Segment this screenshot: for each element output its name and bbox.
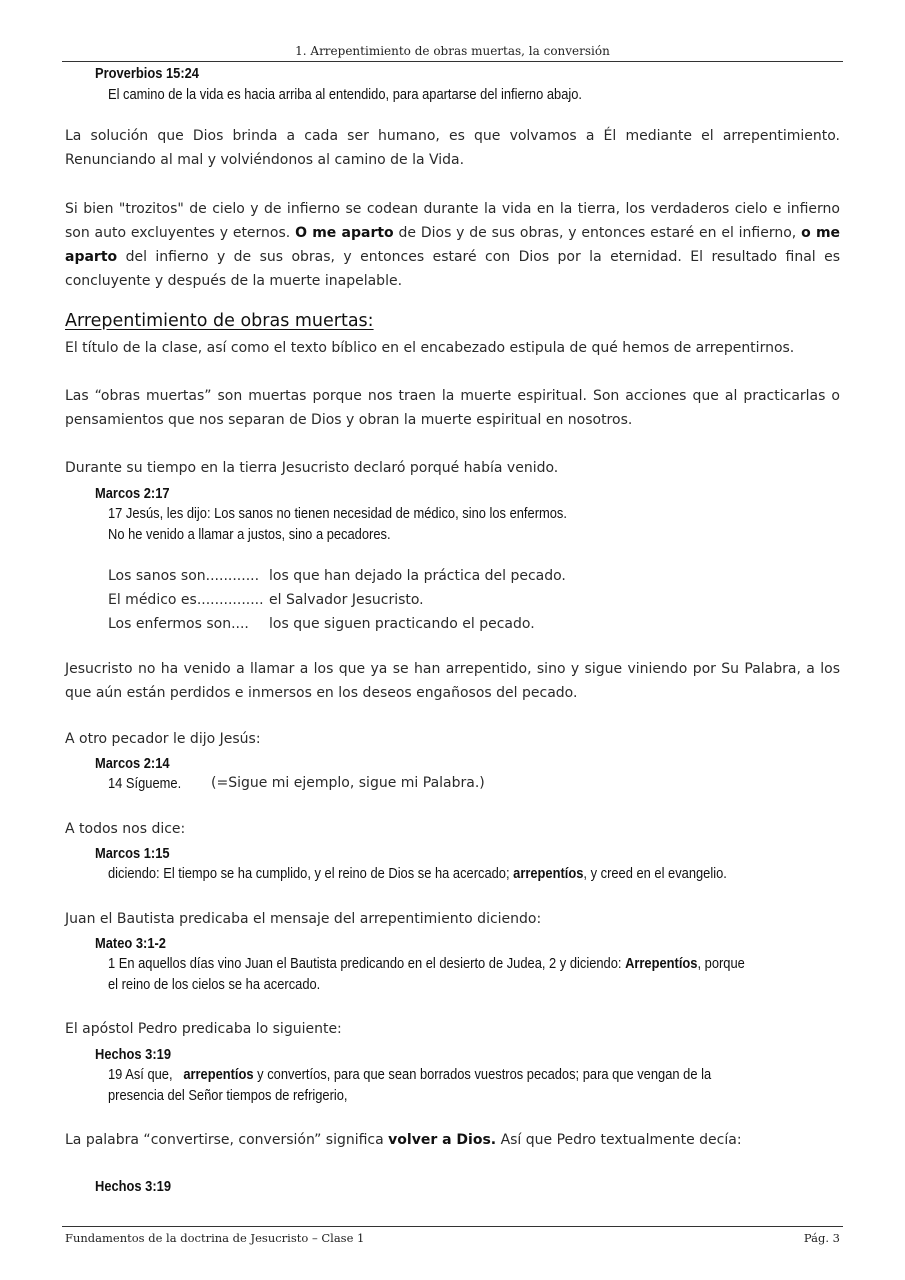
text-span: 19 Así que, — [108, 1066, 173, 1083]
bold-text: volver a Dios. — [388, 1132, 497, 1148]
text-span: del infierno y de sus obras, y entonces estaré con Dios por la eternidad. El resultado final es concluyente y después de la muerte inapelable. — [65, 249, 840, 289]
verse-text — [108, 863, 727, 884]
text-span: diciendo: El tiempo se ha cumplido, y el reino de Dios se ha acercado; — [108, 865, 510, 882]
verse-reference: Hechos 3:19 — [95, 1178, 172, 1195]
verse-note: (=Sigue mi ejemplo, sigue mi Palabra.) — [211, 775, 485, 791]
definition-desc: los que siguen practicando el pecado. — [269, 616, 535, 632]
text-span: de Dios y de sus obras, y entonces estaré en el infierno, — [398, 225, 797, 241]
section-heading-text: Arrepentimiento de obras muertas: — [65, 311, 374, 331]
paragraph: El título de la clase, así como el texto bíblico en el encabezado estipula de qué hemos de arrepentirnos. — [65, 340, 795, 356]
paragraph: Las “obras muertas” son muertas porque nos traen la muerte espiritual. Son acciones que al practicarlas o pensamientos que nos separan de Dios y obran la muerte espiritual en nosotros. — [65, 388, 840, 428]
running-header: 1. Arrepentimiento de obras muertas, la conversión — [295, 44, 610, 58]
paragraph: La solución que Dios brinda a cada ser humano, es que volvamos a Él mediante el arrepentimiento. Renunciando al mal y volviéndonos al camino de la Vida. — [65, 128, 840, 168]
paragraph: A otro pecador le dijo Jesús: — [65, 731, 261, 747]
paragraph: Durante su tiempo en la tierra Jesucristo declaró porqué había venido. — [65, 460, 559, 476]
text-span: y convertíos, para que sean borrados vuestros pecados; para que vengan de la — [257, 1066, 712, 1083]
text-span: , porque — [697, 955, 745, 972]
verse-text: presencia del Señor tiempos de refrigerio, — [108, 1087, 348, 1104]
verse-text: el reino de los cielos se ha acercado. — [108, 976, 321, 993]
verse-text: 14 Sígueme. — [108, 775, 182, 792]
text-span: , y creed en el evangelio. — [583, 865, 727, 882]
verse-reference: Marcos 1:15 — [95, 845, 170, 862]
definition-desc: el Salvador Jesucristo. — [269, 592, 424, 608]
definition-desc: los que han dejado la práctica del pecado. — [269, 568, 566, 584]
bold-text: arrepentíos — [183, 1066, 254, 1083]
paragraph — [65, 197, 840, 293]
bold-text: arrepentíos — [513, 865, 584, 882]
verse-text — [108, 1064, 711, 1085]
paragraph: El apóstol Pedro predicaba lo siguiente: — [65, 1021, 342, 1037]
section-heading — [65, 309, 374, 333]
page-number: Pág. 3 — [803, 1231, 840, 1245]
bold-text: o me aparto — [65, 225, 841, 265]
verse-reference: Proverbios 15:24 — [95, 65, 199, 82]
paragraph: A todos nos dice: — [65, 821, 186, 837]
text-span: Así que Pedro textualmente decía: — [500, 1132, 742, 1148]
paragraph: Jesucristo no ha venido a llamar a los que ya se han arrepentido, sino y sigue viniendo por Su Palabra, a los que aún están perdidos e inmersos en los deseos engañosos del pecado. — [65, 661, 840, 701]
verse-reference: Mateo 3:1-2 — [95, 935, 166, 952]
verse-text — [108, 953, 745, 974]
verse-reference: Marcos 2:14 — [95, 755, 170, 772]
footer-course-title: Fundamentos de la doctrina de Jesucristo – Clase 1 — [65, 1231, 365, 1245]
definition-term: Los sanos son............ — [108, 568, 260, 584]
text-span: 1 En aquellos días vino Juan el Bautista predicando en el desierto de Judea, 2 y diciendo: — [108, 955, 622, 972]
verse-reference: Hechos 3:19 — [95, 1046, 172, 1063]
paragraph: Juan el Bautista predicaba el mensaje del arrepentimiento diciendo: — [65, 911, 542, 927]
paragraph — [65, 1128, 840, 1152]
bold-text: O me aparto — [295, 225, 394, 241]
text-span: La palabra “convertirse, conversión” significa — [65, 1132, 384, 1148]
verse-text: No he venido a llamar a justos, sino a pecadores. — [108, 526, 391, 543]
definition-term: Los enfermos son.... — [108, 616, 249, 632]
footer-rule — [62, 1226, 843, 1227]
verse-reference: Marcos 2:17 — [95, 485, 170, 502]
verse-text: 17 Jesús, les dijo: Los sanos no tienen necesidad de médico, sino los enfermos. — [108, 505, 567, 522]
bold-text: Arrepentíos — [625, 955, 698, 972]
definition-term: El médico es............... — [108, 592, 264, 608]
verse-text: El camino de la vida es hacia arriba al entendido, para apartarse del infierno abajo. — [108, 86, 583, 103]
text-span: Si bien "trozitos" de cielo y de infierno se codean durante la vida en la tierra, los verdaderos cielo e infierno son auto excluyentes y eternos. — [65, 201, 840, 241]
